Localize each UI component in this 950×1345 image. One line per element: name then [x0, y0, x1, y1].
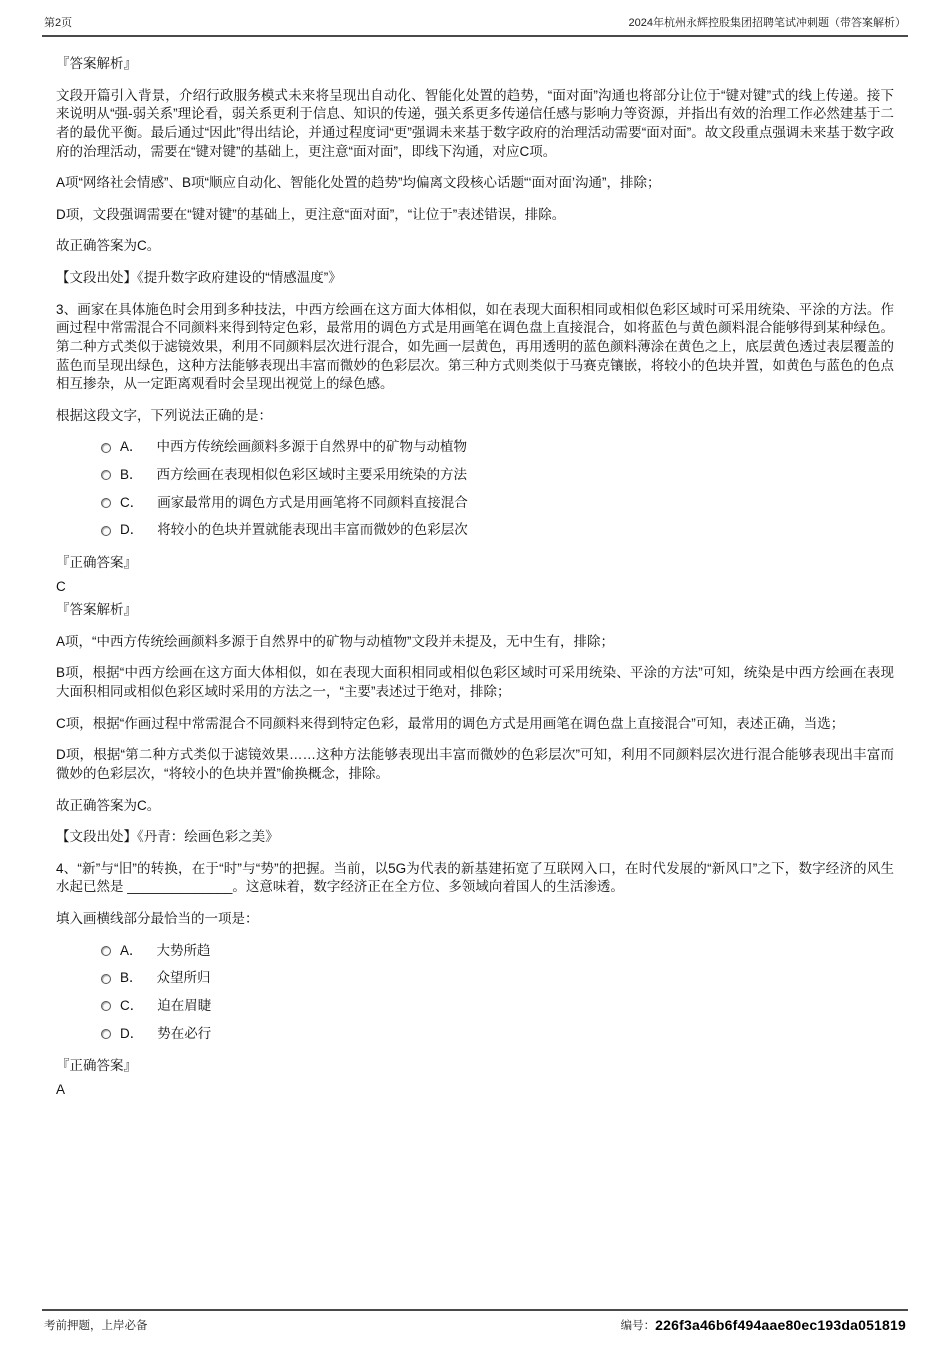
question3-option-c[interactable]	[101, 494, 894, 513]
page-header	[42, 14, 908, 37]
question4-prompt: 填入画横线部分最恰当的一项是：	[56, 911, 259, 926]
correct-answer-label: 『正确答案』	[56, 1058, 137, 1074]
option-text: 将较小的色块并置就能表现出丰富而微妙的色彩层次	[157, 522, 468, 538]
question4-option-d[interactable]	[101, 1025, 894, 1044]
radio-icon[interactable]	[101, 470, 111, 480]
option-text: 西方绘画在表现相似色彩区域时主要采用统染的方法	[156, 467, 468, 482]
footer-code	[621, 1317, 906, 1333]
analysis-paragraph: D项，根据“第二种方式类似于滤镜效果……这种方法能够表现出丰富而微妙的色彩层次”可知，利用不同颜料层次进行混合能够表现出丰富而微妙的色彩层次，“将较小的色块并置”偷换概念，排除。	[56, 747, 894, 781]
code-value: 226f3a46b6f494aae80ec193da051819	[655, 1317, 906, 1333]
page-number: 第2页	[44, 17, 73, 29]
question3-prompt: 根据这段文字，下列说法正确的是：	[56, 407, 272, 423]
question4-option-c[interactable]	[101, 997, 894, 1016]
analysis-conclusion: 故正确答案为C。	[56, 797, 161, 813]
option-letter: B．	[120, 970, 143, 986]
question3-options	[101, 438, 894, 540]
option-text: 中西方传统绘画颜料多源于自然界中的矿物与动植物	[156, 439, 468, 455]
correct-answer-value: C	[56, 578, 66, 594]
analysis-conclusion: 故正确答案为C。	[56, 238, 161, 254]
option-text: 迫在眉睫	[157, 997, 212, 1013]
analysis-paragraph: A项“网络社会情感”、B项“顺应自动化、智能化处置的趋势”均偏离文段核心话题“‘面对面’沟通”，排除；	[56, 175, 661, 191]
source-reference: 【文段出处】《提升数字政府建设的“情感温度”》	[56, 270, 342, 285]
radio-icon[interactable]	[101, 443, 111, 453]
radio-icon[interactable]	[101, 526, 111, 536]
question3-option-a[interactable]	[101, 438, 894, 457]
radio-icon[interactable]	[101, 1001, 111, 1011]
question4-option-b[interactable]	[101, 969, 894, 988]
analysis-paragraph: B项，根据“中西方绘画在这方面大体相似，如在表现大面积相同或相似色彩区域时可采用统染、平涂的方法”可知，统染是中西方绘画在表现大面积相同或相似色彩区域时采用的方法之一，“主要”表述过于绝对，排除；	[56, 665, 894, 699]
question3-option-d[interactable]	[101, 521, 894, 540]
question4-options	[101, 942, 894, 1044]
option-text: 大势所趋	[156, 942, 211, 958]
option-text: 画家最常用的调色方式是用画笔将不同颜料直接混合	[157, 494, 468, 510]
option-letter: D．	[120, 522, 144, 538]
option-letter: A．	[120, 439, 143, 455]
question3-option-b[interactable]	[101, 466, 894, 485]
option-letter: D．	[120, 1025, 144, 1041]
option-letter: B．	[120, 467, 143, 482]
radio-icon[interactable]	[101, 1029, 111, 1039]
option-text: 势在必行	[157, 1025, 212, 1041]
footer-slogan: 考前押题，上岸必备	[44, 1320, 148, 1332]
option-letter: C．	[120, 997, 144, 1013]
question4-stem: 4、“新”与“旧”的转换，在于“时”与“势”的把握。当前，以5G为代表的新基建拓宽了互联网入口，在时代发展的“新风口”之下，数字经济的风生水起已然是 ______________。这意味着，数字经济正在全方位、多领域向着国人的生活渗透。	[56, 860, 894, 895]
source-reference: 【文段出处】《丹青：绘画色彩之美》	[56, 829, 279, 845]
option-letter: A．	[120, 942, 143, 958]
analysis-paragraph: 文段开篇引入背景，介绍行政服务模式未来将呈现出自动化、智能化处置的趋势，“面对面”沟通也将部分让位于“键对键”式的线上传递。接下来说明从“强-弱关系”理论看，弱关系更利于信息、知识的传递，强关系更多传递信任感与影响力等资源，并指出有效的治理工作必然建基于二者的最优平衡。最后通过“因此”得出结论，并通过程度词“更”强调未来基于数字政府的治理活动需要“面对面”。故文段重点强调未来基于数字政府的治理活动，需要在“键对键”的基础上，更注意“面对面”，即线下沟通，对应C项。	[56, 87, 894, 159]
analysis-paragraph: D项，文段强调需要在“键对键”的基础上，更注意“面对面”，“让位于”表述错误，排除。	[56, 206, 566, 222]
correct-answer-label: 『正确答案』	[56, 554, 137, 570]
option-letter: C．	[120, 494, 144, 510]
analysis-label: 『答案解析』	[56, 602, 137, 618]
question3-stem: 3、画家在具体施色时会用到多种技法，中西方绘画在这方面大体相似，如在表现大面积相同或相似色彩区域时可采用统染、平涂的方法。作画过程中常需混合不同颜料来得到特定色彩，最常用的调色方式是用画笔在调色盘上直接混合，如将蓝色与黄色颜料混合能够得到某种绿色。第二种方式类似于滤镜效果，利用不同颜料层次进行混合，如先画一层黄色，再用透明的蓝色颜料薄涂在黄色之上，底层黄色透过表层覆盖的蓝色而呈现出绿色，这种方法能够表现出丰富而微妙的色彩层次。第三种方式则类似于马赛克镶嵌，将较小的色块并置，如黄色与蓝色的色点相互掺杂，从一定距离观看时会呈现出视觉上的绿色感。	[56, 301, 894, 392]
option-text: 众望所归	[156, 970, 211, 986]
radio-icon[interactable]	[101, 498, 111, 508]
document-content	[42, 37, 908, 1099]
document-title: 2024年杭州永辉控股集团招聘笔试冲刺题（带答案解析）	[628, 17, 906, 29]
radio-icon[interactable]	[101, 974, 111, 984]
analysis-paragraph: A项，“中西方传统绘画颜料多源于自然界中的矿物与动植物”文段并未提及，无中生有，排除；	[56, 633, 614, 649]
page-footer	[42, 1309, 908, 1333]
radio-icon[interactable]	[101, 946, 111, 956]
question4-option-a[interactable]	[101, 942, 894, 961]
analysis-paragraph: C项，根据“作画过程中常需混合不同颜料来得到特定色彩，最常用的调色方式是用画笔在调色盘上直接混合”可知，表述正确，当选；	[56, 715, 845, 731]
code-label: 编号：	[620, 1320, 656, 1332]
analysis-label: 『答案解析』	[56, 56, 137, 71]
correct-answer-value: A	[56, 1081, 66, 1097]
